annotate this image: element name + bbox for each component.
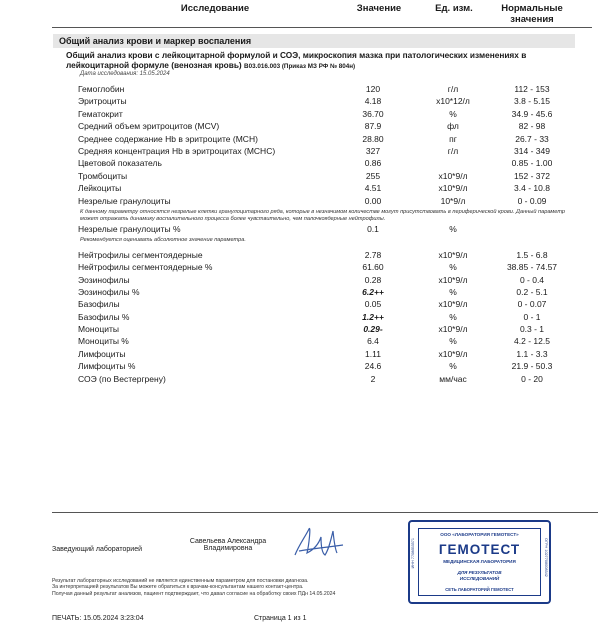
row-unit: x10*9/л: [438, 250, 468, 260]
page-counter: Страница 1 из 1: [254, 615, 307, 622]
row-unit: x10*9/л: [438, 348, 468, 359]
row-norm: 34.9 - 45.6: [511, 108, 553, 119]
stamp-ogrn: ОГРН 1027708008542: [544, 538, 548, 577]
table-row: [66, 324, 576, 335]
row-name: Лейкоциты: [78, 183, 122, 194]
table-row: [66, 196, 576, 207]
table-row: [66, 250, 576, 261]
row-name: Тромбоциты: [78, 170, 128, 181]
row-unit: %: [449, 311, 457, 322]
test-title-text: Общий анализ крови с лейкоцитарной формулой и СОЭ, микроскопия мазка при патологических изменениях в лейкоцитарной формуле (венозная кровь): [66, 50, 527, 70]
row-value: 327: [365, 146, 381, 156]
stamp-purpose-line2: ИССЛЕДОВАНИЙ: [459, 576, 500, 581]
table-row: [66, 262, 576, 273]
table-row: [66, 171, 576, 182]
row-unit: x10*9/л: [438, 274, 468, 285]
row-value: 0.00: [364, 195, 382, 206]
row-value: 0.29-: [363, 324, 383, 335]
table-row: [66, 134, 576, 145]
table-row: [66, 158, 576, 169]
table-row: [66, 121, 576, 132]
col-header-unit: Ед. изм.: [435, 3, 473, 14]
stamp-network: СЕТЬ ЛАБОРАТОРИЙ ГЕМОТЕСТ: [445, 587, 514, 592]
row-value: 0.86: [364, 158, 382, 169]
row-unit: %: [449, 336, 457, 347]
row-norm: 3.8 - 5.15: [514, 96, 550, 107]
row-norm: 152 - 372: [514, 170, 550, 181]
row-name: Эозинофилы %: [78, 287, 140, 298]
row-norm: 0.2 - 5.1: [516, 287, 548, 298]
row-value: 0.28: [364, 274, 382, 285]
row-value: 0.05: [364, 299, 382, 310]
lab-stamp: [408, 520, 551, 604]
table-row: [66, 312, 576, 323]
col-header-norm-line1: Нормальные: [501, 3, 563, 14]
row-name: Моноциты: [78, 324, 119, 335]
table-header: [52, 2, 590, 26]
row-name: Средняя концентрация Hb в эритроцитах (MCHC): [78, 146, 276, 156]
bottom-divider: [52, 512, 598, 513]
row-value: 6.2++: [362, 287, 384, 298]
row-norm: 0 - 0.07: [517, 299, 547, 310]
row-unit: %: [449, 287, 457, 298]
disclaimer-line: За интерпретацией результатов Вы можете обратиться к врачам-консультантам нашего контакт-центра.: [52, 584, 304, 591]
table-row: [66, 275, 576, 286]
row-value: 24.6: [364, 361, 382, 372]
col-header-norm: [482, 3, 582, 25]
row-name: Эритроциты: [78, 96, 127, 107]
row-unit: x10*12/л: [436, 96, 470, 107]
signature-name: [178, 538, 278, 552]
signature-name-line1: Савельева Александра: [189, 538, 267, 545]
disclaimer: [52, 578, 335, 597]
table-row: [66, 374, 576, 385]
stamp-org: ООО «ЛАБОРАТОРИЯ ГЕМОТЕСТ»: [440, 532, 519, 537]
row-unit: x10*9/л: [438, 170, 468, 181]
row-unit: 10*9/л: [440, 195, 466, 206]
stamp-purpose-line1: ДЛЯ РЕЗУЛЬТАТОВ: [457, 570, 502, 575]
col-header-norm-line2: значения: [510, 14, 554, 25]
row-name: Среднее содержание Hb в эритроците (MCH): [78, 133, 258, 144]
disclaimer-line: Результат лабораторных исследований не является единственным параметром для постановки диагноза.: [52, 578, 309, 584]
row-name: Базофилы %: [78, 311, 130, 322]
row-value: 2.78: [364, 250, 382, 260]
stamp-subtitle: МЕДИЦИНСКАЯ ЛАБОРАТОРИЯ: [443, 559, 516, 564]
table-row: [66, 183, 576, 194]
print-timestamp: ПЕЧАТЬ: 15.05.2024 3:23:04: [52, 615, 144, 622]
row-norm: 1.1 - 3.3: [516, 348, 548, 359]
row-value: 6.4: [367, 336, 379, 347]
row-value: 4.51: [364, 183, 382, 194]
header-divider: [52, 27, 592, 28]
row-name: Нейтрофилы сегментоядерные: [78, 250, 203, 260]
section-title: Общий анализ крови и маркер воспаления: [53, 34, 575, 48]
row-value: 4.18: [364, 96, 382, 107]
table-row: [66, 361, 576, 372]
table-row: [66, 336, 576, 347]
stamp-purpose: [419, 570, 540, 582]
row-value: 87.9: [364, 121, 382, 132]
table-row: [66, 84, 576, 95]
row-value: 120: [365, 84, 381, 94]
note-absolute-value: Рекомендуется оценивать абсолютное значение параметра.: [80, 237, 246, 243]
row-unit: %: [449, 262, 457, 273]
row-unit: фл: [447, 121, 459, 132]
row-norm: 3.4 - 10.8: [514, 183, 550, 194]
row-name: Моноциты %: [78, 336, 129, 347]
row-unit: x10*9/л: [438, 183, 468, 194]
row-norm: 26.7 - 33: [515, 133, 549, 144]
row-name: Базофилы: [78, 299, 120, 310]
row-norm: 112 - 153: [514, 84, 550, 94]
row-name: Нейтрофилы сегментоядерные %: [78, 262, 213, 273]
row-norm: 0.3 - 1: [519, 324, 545, 335]
col-header-test: Исследование: [180, 3, 250, 14]
stamp-inner-frame: [418, 528, 541, 596]
row-unit: мм/час: [439, 373, 467, 384]
table-row: [66, 146, 576, 157]
row-value: 2: [370, 373, 376, 384]
table-row: [66, 349, 576, 360]
row-name: Лимфоциты: [78, 348, 126, 359]
signature-name-line2: Владимировна: [203, 545, 253, 552]
row-norm: 4.2 - 12.5: [514, 336, 550, 347]
row-unit: %: [449, 108, 457, 119]
row-value: 36.70: [362, 108, 384, 119]
table-row: [66, 224, 576, 235]
row-name: Средний объем эритроцитов (MCV): [78, 121, 220, 132]
row-norm: 0 - 0.09: [517, 195, 547, 206]
test-date: Дата исследования: 15.05.2024: [80, 71, 170, 77]
table-row: [66, 109, 576, 120]
row-unit: г/л: [447, 84, 459, 94]
row-unit: пг: [449, 133, 457, 144]
row-norm: 82 - 98: [518, 121, 546, 132]
table-row: [66, 96, 576, 107]
test-title: [66, 50, 571, 72]
row-value: 1.11: [365, 348, 381, 359]
row-value: 1.2++: [362, 311, 384, 322]
signature-role: Заведующий лабораторией: [52, 546, 142, 553]
row-unit: г/л: [447, 146, 459, 156]
table-row: [66, 299, 576, 310]
row-value: 0.1: [367, 224, 379, 234]
col-header-value: Значение: [356, 3, 402, 14]
table-row: [66, 287, 576, 298]
stamp-brand: ГЕМОТЕСТ: [438, 542, 521, 557]
row-name: СОЭ (по Вестергрену): [78, 373, 166, 384]
row-unit: x10*9/л: [438, 299, 468, 310]
row-norm: 1.5 - 6.8: [516, 250, 548, 260]
row-norm: 38.85 - 74.57: [506, 262, 558, 273]
row-value: 255: [365, 170, 381, 181]
row-norm: 21.9 - 50.3: [511, 361, 553, 372]
row-norm: 0 - 20: [521, 373, 543, 384]
row-name: Эозинофилы: [78, 274, 130, 285]
row-norm: 314 - 349: [514, 146, 550, 156]
stamp-inn: ИНН 7708653571: [411, 538, 415, 569]
row-name: Лимфоциты %: [78, 361, 136, 372]
row-name: Незрелые гранулоциты %: [78, 224, 181, 234]
handwritten-signature-icon: [285, 515, 355, 563]
disclaimer-line: Получая данный результат анализов, пациент подтверждает, что давал согласие на обработку своих ПДн 14.05.2024: [52, 590, 336, 597]
row-name: Гемоглобин: [78, 84, 125, 94]
row-unit: x10*9/л: [438, 324, 468, 335]
row-norm: 0.85 - 1.00: [511, 158, 553, 169]
test-code: B03.016.003 (Приказ МЗ РФ № 804н): [244, 63, 356, 70]
row-name: Гематокрит: [78, 108, 123, 119]
row-unit: %: [449, 224, 457, 234]
row-norm: 0 - 1: [523, 311, 541, 322]
row-value: 28.80: [362, 133, 384, 144]
row-unit: %: [449, 361, 457, 372]
row-name: Цветовой показатель: [78, 158, 162, 169]
row-norm: 0 - 0.4: [519, 274, 545, 285]
note-immature-granulocytes: К данному параметру относятся незрелые клетки гранулоцитарного ряда, которые в незначимом количестве могут присутствовать в периферической крови. Данный параметр может отражать динамику воспалительного процесса более чувствительно, чем палочкоядерные нейтрофилы.: [80, 209, 566, 222]
row-value: 61.60: [362, 262, 384, 273]
row-name: Незрелые гранулоциты: [78, 195, 171, 206]
